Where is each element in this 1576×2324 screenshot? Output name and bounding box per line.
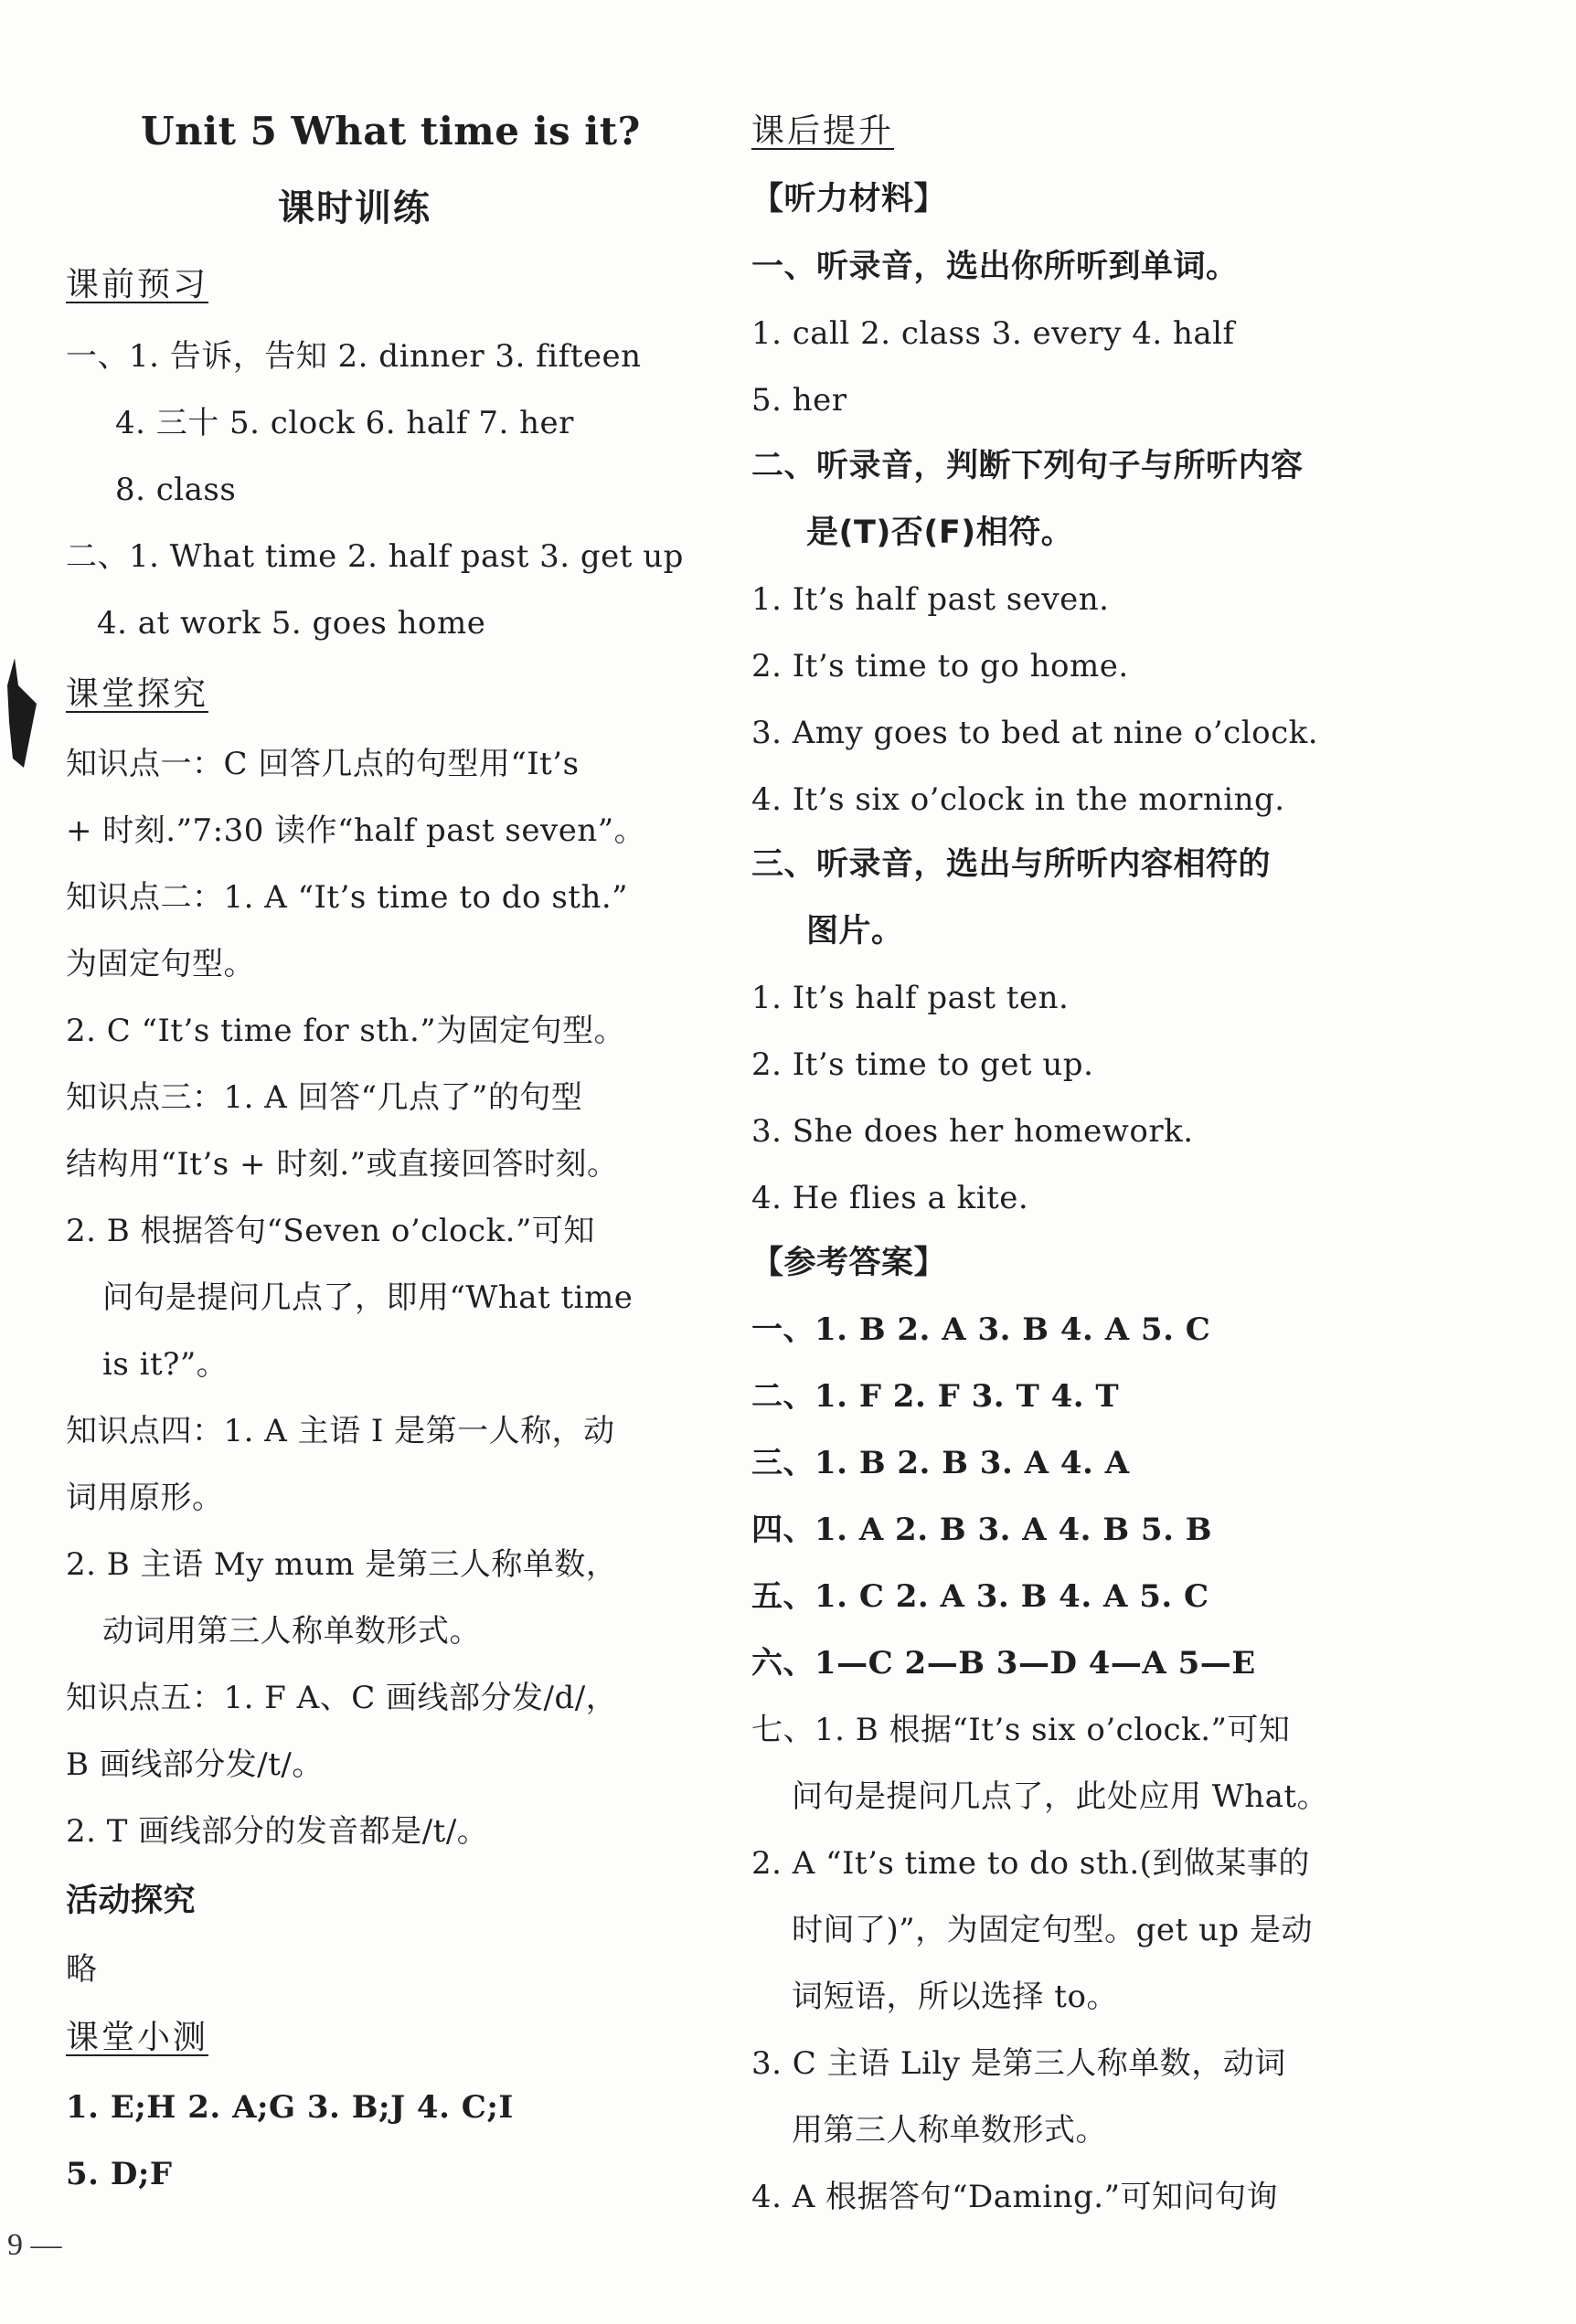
- answer-line: 3. She does her homework.: [751, 1113, 1194, 1150]
- listening-material-heading: 【听力材料】: [751, 181, 947, 218]
- answer-line: 2. A “It’s time to do sth.(到做某事的: [751, 1845, 1310, 1882]
- answer-line: 4. He flies a kite.: [751, 1180, 1029, 1216]
- question-heading: 一、听录音，选出你所听到单词。: [751, 249, 1239, 285]
- page-number: 9 —: [7, 2228, 62, 2262]
- answer-line: 知识点一：C 回答几点的句型用“It’s: [66, 746, 580, 782]
- answer-line: 略: [66, 1951, 98, 1988]
- answer-line: 1. call 2. class 3. every 4. half: [751, 315, 1235, 352]
- section-heading-preview: 课前预习: [66, 266, 209, 303]
- answer-line: 8. class: [115, 472, 237, 508]
- answer-line: 四、1. A 2. B 3. A 4. B 5. B: [751, 1512, 1212, 1548]
- answer-line: 2. B 根据答句“Seven o’clock.”可知: [66, 1213, 595, 1249]
- answer-line: 一、1. 告诉，告知 2. dinner 3. fifteen: [66, 338, 642, 375]
- answer-line: 5. D;F: [66, 2156, 173, 2192]
- ink-blot: [5, 658, 42, 768]
- answer-line: is it?”。: [102, 1346, 229, 1383]
- section-heading-after-class: 课后提升: [751, 112, 895, 150]
- question-heading: 图片。: [806, 913, 904, 950]
- answer-line: 2. It’s time to get up.: [751, 1046, 1094, 1083]
- section-heading-explore: 课堂探究: [66, 675, 209, 713]
- answer-line: 七、1. B 根据“It’s six o’clock.”可知: [751, 1712, 1291, 1748]
- answer-line: 用第三人称单数形式。: [792, 2112, 1107, 2149]
- lesson-subtitle: 课时训练: [278, 186, 431, 229]
- answer-line: 知识点二：1. A “It’s time to do sth.”: [66, 879, 629, 916]
- answer-line: 3. Amy goes to bed at nine o’clock.: [751, 715, 1319, 751]
- unit-title: Unit 5 What time is it?: [141, 109, 641, 154]
- answer-line: 1. It’s half past ten.: [751, 980, 1070, 1016]
- answer-line: 一、1. B 2. A 3. B 4. A 5. C: [751, 1311, 1211, 1348]
- answer-line: 4. 三十 5. clock 6. half 7. her: [115, 405, 574, 441]
- answer-line: 5. her: [751, 382, 847, 419]
- reference-answer-heading: 【参考答案】: [751, 1245, 947, 1281]
- answer-line: 1. E;H 2. A;G 3. B;J 4. C;I: [66, 2089, 514, 2126]
- answer-line: 4. at work 5. goes home: [97, 605, 486, 642]
- answer-line: 结构用“It’s + 时刻.”或直接回答时刻。: [66, 1146, 619, 1183]
- answer-line: 1. It’s half past seven.: [751, 581, 1110, 618]
- answer-line: + 时刻.”7:30 读作“half past seven”。: [66, 812, 646, 849]
- question-heading: 二、听录音，判断下列句子与所听内容: [751, 448, 1304, 484]
- section-heading-activity: 活动探究: [66, 1883, 197, 1919]
- answer-line: 五、1. C 2. A 3. B 4. A 5. C: [751, 1578, 1209, 1615]
- answer-line: 三、1. B 2. B 3. A 4. A: [751, 1445, 1130, 1481]
- answer-line: 知识点三：1. A 回答“几点了”的句型: [66, 1079, 583, 1116]
- answer-line: 4. It’s six o’clock in the morning.: [751, 781, 1285, 818]
- answer-line: 2. It’s time to go home.: [751, 648, 1129, 684]
- question-heading: 三、听录音，选出与所听内容相符的: [751, 846, 1272, 883]
- answer-line: 4. A 根据答句“Daming.”可知问句询: [751, 2179, 1278, 2215]
- answer-line: 六、1—C 2—B 3—D 4—A 5—E: [751, 1645, 1256, 1682]
- question-heading: 是(T)否(F)相符。: [806, 515, 1074, 551]
- answer-line: 3. C 主语 Lily 是第三人称单数，动词: [751, 2045, 1286, 2082]
- answer-line: 词用原形。: [66, 1480, 224, 1516]
- answer-line: 2. B 主语 My mum 是第三人称单数，: [66, 1546, 618, 1583]
- answer-line: 动词用第三人称单数形式。: [102, 1613, 481, 1650]
- answer-line: 2. T 画线部分的发音都是/t/。: [66, 1813, 489, 1850]
- answer-line: 2. C “It’s time for sth.”为固定句型。: [66, 1013, 626, 1049]
- answer-line: 二、1. F 2. F 3. T 4. T: [751, 1378, 1120, 1415]
- answer-line: 为固定句型。: [66, 946, 255, 982]
- answer-line: 词短语，所以选择 to。: [792, 1979, 1118, 2015]
- answer-line: B 画线部分发/t/。: [66, 1746, 324, 1783]
- answer-line: 时间了)”，为固定句型。get up 是动: [792, 1912, 1313, 1948]
- answer-line: 问句是提问几点了，即用“What time: [102, 1279, 634, 1316]
- answer-line: 知识点四：1. A 主语 I 是第一人称，动: [66, 1413, 615, 1449]
- answer-line: 知识点五：1. F A、C 画线部分发/d/，: [66, 1680, 618, 1716]
- section-heading-quiz: 课堂小测: [66, 2019, 209, 2056]
- answer-line: 二、1. What time 2. half past 3. get up: [66, 538, 684, 575]
- answer-line: 问句是提问几点了，此处应用 What。: [792, 1778, 1329, 1815]
